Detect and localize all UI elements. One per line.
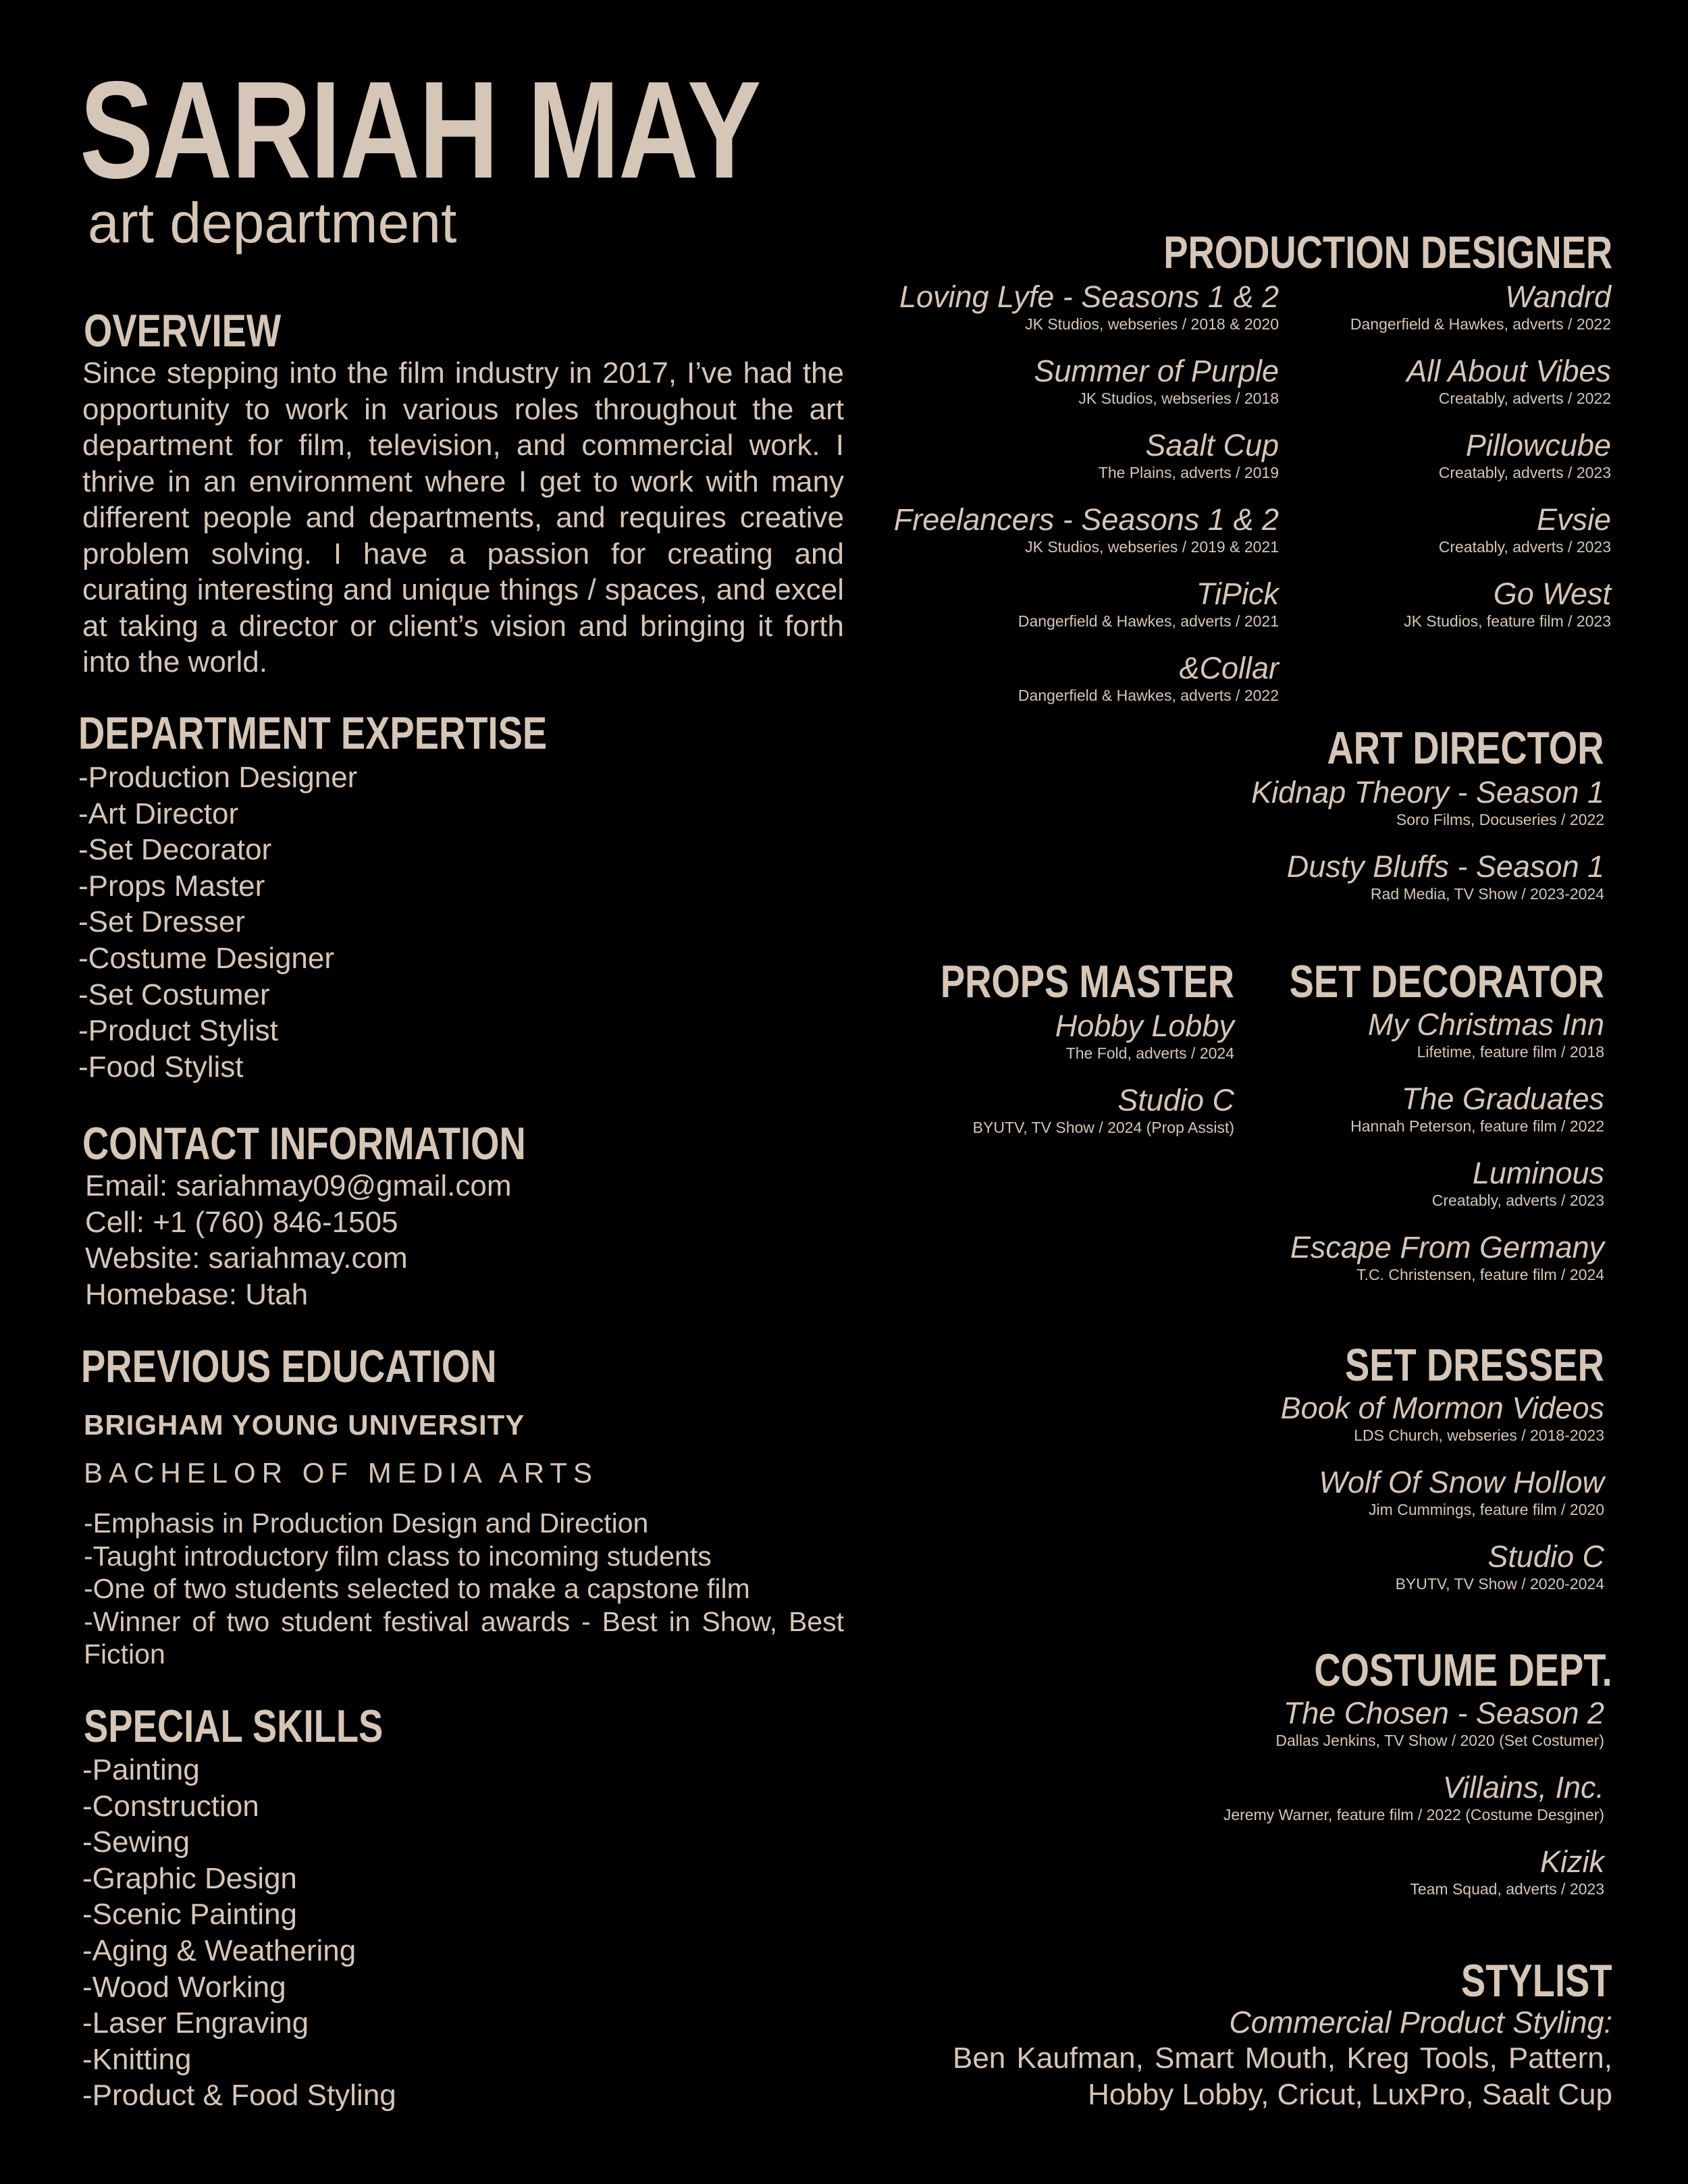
credit-item: Escape From Germany T.C. Christensen, feature film / 2024 [1290,1230,1604,1283]
credit-item: Pillowcube Creatably, adverts / 2023 [1438,428,1611,481]
list-item: -Taught introductory film class to incoming students [84,1540,712,1572]
credit-item: Loving Lyfe - Seasons 1 & 2 JK Studios, webseries / 2018 & 2020 [899,279,1279,333]
credit-item: Summer of Purple JK Studios, webseries / 2018 [1034,354,1279,407]
stylist-heading: STYLIST [1461,1955,1612,2006]
resume-name: SARIAH MAY [80,53,760,207]
list-item: -Production Designer [78,761,358,794]
props-master-list [973,1009,1234,1137]
stylist-block [953,2005,1612,2113]
contact-cell[interactable]: Cell: +1 (760) 846-1505 [85,1205,398,1239]
credit-item: Book of Mormon Videos LDS Church, webseries / 2018-2023 [1280,1391,1604,1444]
production-designer-heading: PRODUCTION DESIGNER [1163,227,1612,278]
set-dresser-heading: SET DRESSER [1345,1339,1604,1391]
education-heading: PREVIOUS EDUCATION [81,1341,497,1392]
list-item: -One of two students selected to make a capstone film [84,1573,750,1604]
production-designer-col1 [894,279,1279,705]
education-details [84,1507,844,1671]
contact-website[interactable]: Website: sariahmay.com [85,1242,408,1275]
expertise-heading: DEPARTMENT EXPERTISE [78,708,548,759]
list-item: -Graphic Design [82,1861,297,1895]
list-item: -Set Dresser [78,905,245,939]
education-degree: BACHELOR OF MEDIA ARTS [84,1457,599,1489]
list-item: -Product Stylist [78,1014,278,1048]
list-item: -Props Master [78,869,265,903]
list-item: -Construction [82,1789,259,1823]
skills-list [82,1752,396,2114]
credit-item: &Collar Dangerfield & Hawkes, adverts / 2022 [1018,651,1279,704]
credit-item: Luminous Creatably, adverts / 2023 [1431,1156,1604,1209]
credit-item: All About Vibes Creatably, adverts / 2022 [1406,354,1611,407]
list-item: -Food Stylist [78,1050,244,1084]
costume-list [1223,1696,1604,1898]
credit-item: The Chosen - Season 2 Dallas Jenkins, TV Show / 2020 (Set Costumer) [1275,1696,1604,1749]
stylist-clients-line1: Ben Kaufman, Smart Mouth, Kreg Tools, Pattern, [952,2042,1612,2075]
overview-heading: OVERVIEW [84,305,282,356]
list-item: -Costume Designer [78,941,335,975]
list-item: -Laser Engraving [82,2006,309,2040]
contact-homebase: Homebase: Utah [85,1277,309,1311]
list-item: -Set Costumer [78,978,270,1011]
set-dresser-list [1281,1391,1604,1593]
list-item: -Sewing [82,1826,190,1859]
credit-item: Go West JK Studios, feature film / 2023 [1404,577,1611,630]
list-item: -Product & Food Styling [82,2079,396,2112]
overview-text: Since stepping into the film industry in 2017, I’ve had the opportunity to work in various roles throughout the art department for film, television, and commercial work. I thrive in an environment where I get to work with many different people and departments, and requires creative problem solving. I have a passion for creating and curating interesting and unique things / spaces, and excel at taking a director or client’s vision and bringing it forth into the world. [82,356,844,678]
props-master-heading: PROPS MASTER [940,956,1234,1007]
set-decorator-heading: SET DECORATOR [1289,956,1604,1007]
credit-item: Wolf Of Snow Hollow Jim Cummings, feature film / 2020 [1319,1465,1604,1518]
costume-heading: COSTUME DEPT. [1314,1645,1612,1696]
credit-item: TiPick Dangerfield & Hawkes, adverts / 2021 [1018,577,1279,630]
credit-item: Hobby Lobby The Fold, adverts / 2024 [1055,1009,1234,1062]
art-director-heading: ART DIRECTOR [1327,722,1604,774]
contact-list [85,1168,512,1312]
credit-item: Saalt Cup The Plains, adverts / 2019 [1098,428,1279,481]
list-item: -Painting [82,1753,200,1786]
list-item: -Set Decorator [78,833,272,867]
list-item: -Emphasis in Production Design and Direction [84,1508,649,1539]
credit-item: Wandrd Dangerfield & Hawkes, adverts / 2022 [1350,279,1611,333]
credit-item: Studio C BYUTV, TV Show / 2020-2024 [1395,1539,1604,1593]
credit-item: Studio C BYUTV, TV Show / 2024 (Prop Assist) [972,1083,1234,1136]
credit-item: Kizik Team Squad, adverts / 2023 [1410,1844,1604,1898]
skills-heading: SPECIAL SKILLS [84,1701,384,1752]
credit-item: The Graduates Hannah Peterson, feature film / 2022 [1350,1082,1604,1135]
contact-heading: CONTACT INFORMATION [82,1118,526,1169]
list-item: -Knitting [82,2042,192,2076]
education-school: BRIGHAM YOUNG UNIVERSITY [84,1409,525,1441]
credit-item: Evsie Creatably, adverts / 2023 [1438,502,1611,556]
set-decorator-list [1290,1007,1604,1284]
list-item: -Wood Working [82,1970,286,2004]
art-director-list [1251,775,1604,903]
production-designer-col2 [1350,279,1611,631]
list-item: -Aging & Weathering [82,1934,357,1967]
list-item: -Scenic Painting [82,1898,297,1932]
credit-item: Freelancers - Seasons 1 & 2 JK Studios, webseries / 2019 & 2021 [893,502,1279,556]
list-item: -Winner of two student festival awards - Best in Show, Best Fiction [84,1605,844,1670]
credit-item: My Christmas Inn Lifetime, feature film / 2018 [1367,1007,1604,1061]
credit-item: Dusty Bluffs - Season 1 Rad Media, TV Show / 2023-2024 [1286,849,1604,903]
stylist-label: Commercial Product Styling: [1229,2005,1612,2040]
expertise-list [78,760,357,1085]
list-item: -Art Director [78,797,239,830]
stylist-clients-line2: Hobby Lobby, Cricut, LuxPro, Saalt Cup [1088,2078,1612,2111]
resume-subtitle: art department [88,191,457,255]
credit-item: Kidnap Theory - Season 1 Soro Films, Docuseries / 2022 [1251,775,1604,828]
credit-item: Villains, Inc. Jeremy Warner, feature film / 2022 (Costume Desginer) [1223,1770,1604,1823]
contact-email[interactable]: Email: sariahmay09@gmail.com [85,1169,512,1202]
